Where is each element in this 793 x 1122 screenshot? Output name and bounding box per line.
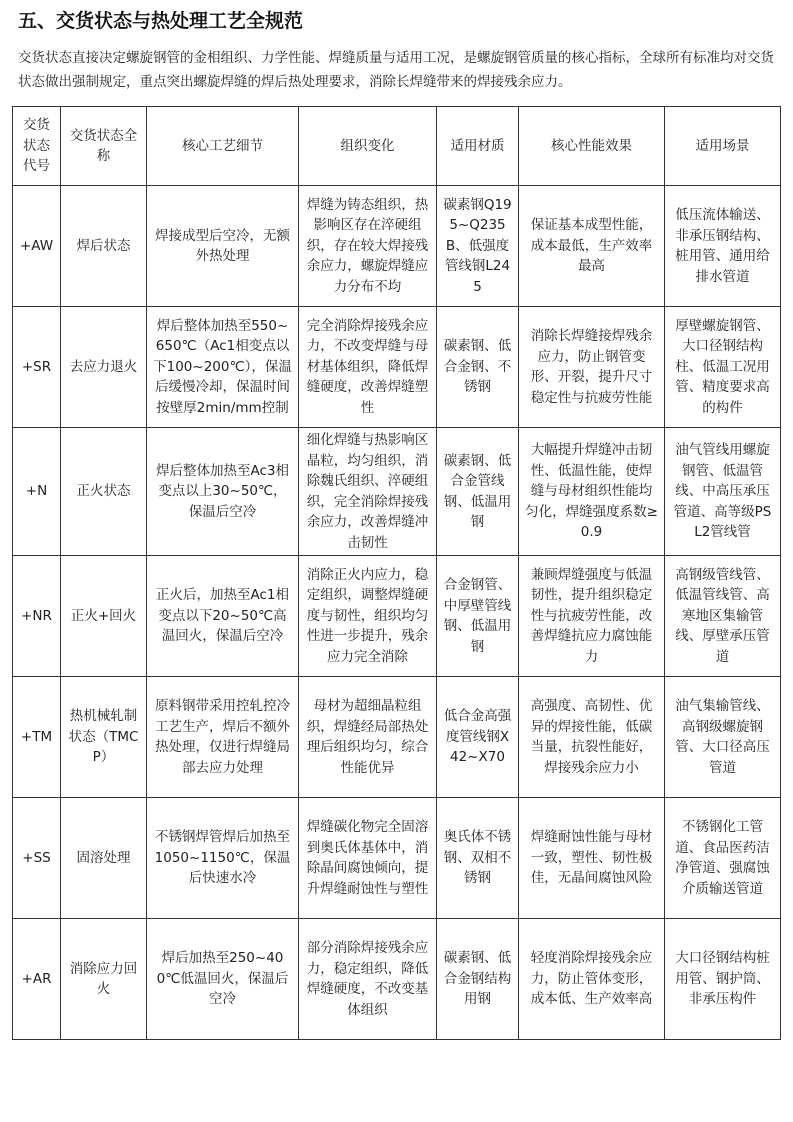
table-row xyxy=(13,307,781,428)
cell-name: 去应力退火 xyxy=(61,307,147,428)
cell-performance: 消除长焊缝接焊残余应力，防止钢管变形、开裂，提升尺寸稳定性与抗疲劳性能 xyxy=(519,307,665,428)
cell-scenario: 油气管线用螺旋钢管、低温管线、中高压承压管道、高等级PSL2管线管 xyxy=(665,428,781,556)
cell-material: 奥氏体不锈钢、双相不锈钢 xyxy=(437,798,519,919)
cell-code: +SR xyxy=(13,307,61,428)
header-name: 交货状态全称 xyxy=(61,107,147,186)
cell-name: 热机械轧制状态（TMCP） xyxy=(61,677,147,798)
cell-structure: 完全消除焊接残余应力，不改变焊缝与母材基体组织，降低焊缝硬度，改善焊缝塑性 xyxy=(299,307,437,428)
cell-structure: 焊缝碳化物完全固溶到奥氏体基体中，消除晶间腐蚀倾向，提升焊缝耐蚀性与塑性 xyxy=(299,798,437,919)
cell-name: 正火状态 xyxy=(61,428,147,556)
table-row xyxy=(13,919,781,1040)
cell-process: 焊后整体加热至550~650℃（Ac1相变点以下100~200℃），保温后缓慢冷却，保温时间按壁厚2min/mm控制 xyxy=(147,307,299,428)
header-material: 适用材质 xyxy=(437,107,519,186)
cell-code: +NR xyxy=(13,556,61,677)
cell-material: 碳素钢、低合金钢、不锈钢 xyxy=(437,307,519,428)
header-process: 核心工艺细节 xyxy=(147,107,299,186)
cell-process: 不锈钢焊管焊后加热至1050~1150℃，保温后快速水冷 xyxy=(147,798,299,919)
cell-process: 正火后，加热至Ac1相变点以下20~50℃高温回火，保温后空冷 xyxy=(147,556,299,677)
cell-structure: 消除正火内应力，稳定组织，调整焊缝硬度与韧性，组织均匀性进一步提升，残余应力完全消除 xyxy=(299,556,437,677)
table-row xyxy=(13,556,781,677)
intro-paragraph: 交货状态直接决定螺旋钢管的金相组织、力学性能、焊缝质量与适用工况，是螺旋钢管质量的核心指标，全球所有标准均对交货状态做出强制规定，重点突出螺旋焊缝的焊后热处理要求，消除长焊缝带来的焊接残余应力。 xyxy=(18,50,774,90)
header-scenario: 适用场景 xyxy=(665,107,781,186)
cell-scenario: 低压流体输送、非承压钢结构、桩用管、通用给排水管道 xyxy=(665,186,781,307)
cell-performance: 轻度消除焊接残余应力，防止管体变形，成本低、生产效率高 xyxy=(519,919,665,1040)
cell-scenario: 厚壁螺旋钢管、大口径钢结构柱、低温工况用管、精度要求高的构件 xyxy=(665,307,781,428)
table-row xyxy=(13,798,781,919)
cell-process: 焊后整体加热至Ac3相变点以上30~50℃，保温后空冷 xyxy=(147,428,299,556)
cell-performance: 焊缝耐蚀性能与母材一致，塑性、韧性极佳，无晶间腐蚀风险 xyxy=(519,798,665,919)
table-row xyxy=(13,677,781,798)
cell-scenario: 油气集输管线、高钢级螺旋钢管、大口径高压管道 xyxy=(665,677,781,798)
cell-material: 碳素钢Q195~Q235B、低强度管线钢L245 xyxy=(437,186,519,307)
cell-code: +AW xyxy=(13,186,61,307)
cell-scenario: 高钢级管线管、低温管线管、高寒地区集输管线、厚壁承压管道 xyxy=(665,556,781,677)
cell-structure: 细化焊缝与热影响区晶粒，均匀组织，消除魏氏组织、淬硬组织，完全消除焊接残余应力，改善焊缝冲击韧性 xyxy=(299,428,437,556)
header-code: 交货状态代号 xyxy=(13,107,61,186)
table-row xyxy=(13,428,781,556)
cell-performance: 高强度、高韧性、优异的焊接性能，低碳当量，抗裂性能好，焊接残余应力小 xyxy=(519,677,665,798)
cell-performance: 大幅提升焊缝冲击韧性、低温性能，使焊缝与母材组织性能均匀化，焊缝强度系数≥0.9 xyxy=(519,428,665,556)
cell-name: 焊后状态 xyxy=(61,186,147,307)
section-title: 五、交货状态与热处理工艺全规范 xyxy=(18,10,304,32)
cell-code: +AR xyxy=(13,919,61,1040)
cell-process: 焊后加热至250~400℃低温回火，保温后空冷 xyxy=(147,919,299,1040)
table-row xyxy=(13,186,781,307)
cell-material: 低合金高强度管线钢X42~X70 xyxy=(437,677,519,798)
cell-code: +TM xyxy=(13,677,61,798)
cell-scenario: 不锈钢化工管道、食品医药洁净管道、强腐蚀介质输送管道 xyxy=(665,798,781,919)
cell-structure: 部分消除焊接残余应力，稳定组织，降低焊缝硬度，不改变基体组织 xyxy=(299,919,437,1040)
table-header-row xyxy=(13,107,781,186)
cell-name: 正火+回火 xyxy=(61,556,147,677)
cell-name: 消除应力回火 xyxy=(61,919,147,1040)
cell-code: +SS xyxy=(13,798,61,919)
cell-process: 原料钢带采用控轧控冷工艺生产，焊后不额外热处理，仅进行焊缝局部去应力处理 xyxy=(147,677,299,798)
cell-structure: 焊缝为铸态组织，热影响区存在淬硬组织，存在较大焊接残余应力，螺旋焊缝应力分布不均 xyxy=(299,186,437,307)
cell-performance: 保证基本成型性能，成本最低，生产效率最高 xyxy=(519,186,665,307)
header-structure: 组织变化 xyxy=(299,107,437,186)
cell-material: 碳素钢、低合金钢结构用钢 xyxy=(437,919,519,1040)
cell-scenario: 大口径钢结构桩用管、钢护筒、非承压构件 xyxy=(665,919,781,1040)
cell-structure: 母材为超细晶粒组织，焊缝经局部热处理后组织均匀，综合性能优异 xyxy=(299,677,437,798)
cell-material: 合金钢管、中厚壁管线钢、低温用钢 xyxy=(437,556,519,677)
cell-material: 碳素钢、低合金管线钢、低温用钢 xyxy=(437,428,519,556)
cell-name: 固溶处理 xyxy=(61,798,147,919)
header-performance: 核心性能效果 xyxy=(519,107,665,186)
cell-process: 焊接成型后空冷，无额外热处理 xyxy=(147,186,299,307)
delivery-state-table xyxy=(12,106,781,1040)
cell-performance: 兼顾焊缝强度与低温韧性，提升组织稳定性与抗疲劳性能，改善焊缝抗应力腐蚀能力 xyxy=(519,556,665,677)
cell-code: +N xyxy=(13,428,61,556)
